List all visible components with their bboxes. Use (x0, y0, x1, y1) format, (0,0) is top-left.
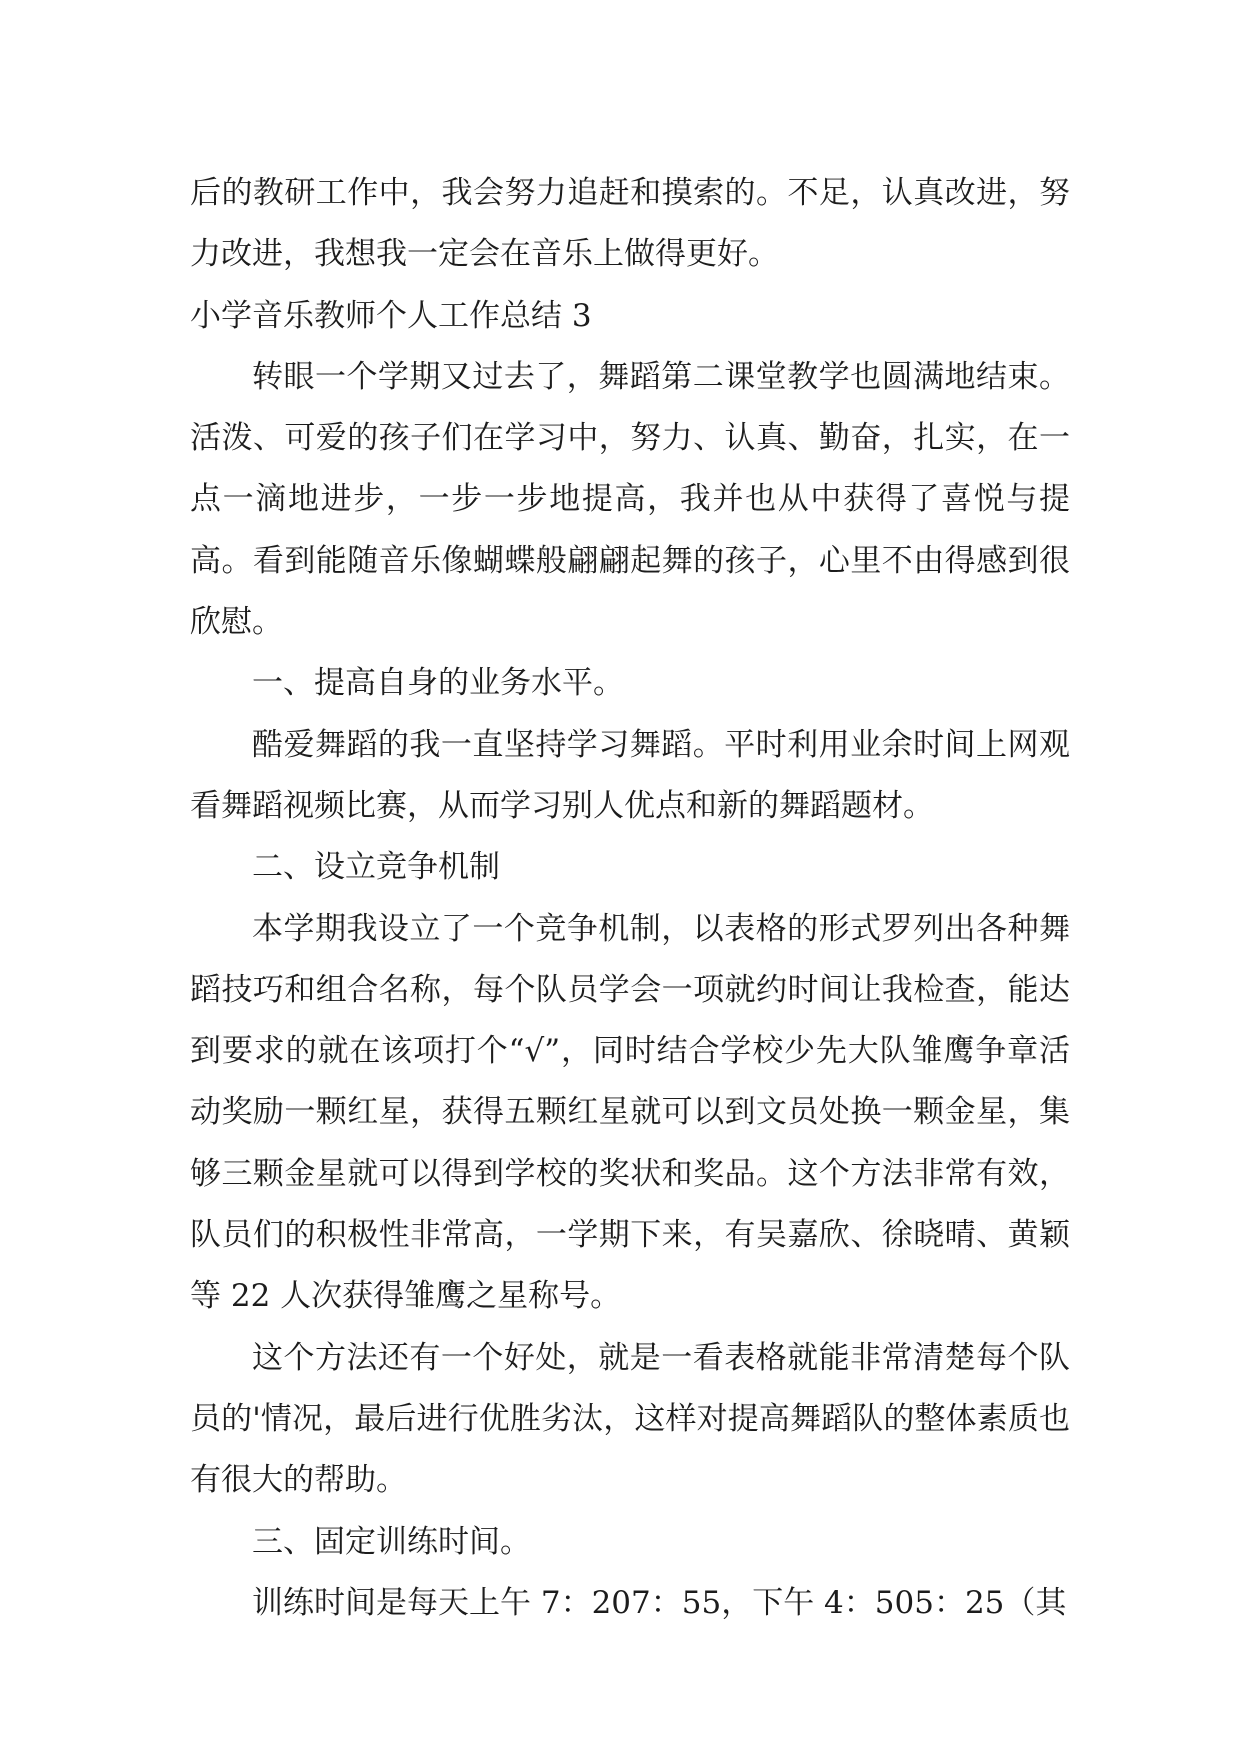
paragraph-section-1: 酷爱舞蹈的我一直坚持学习舞蹈。平时利用业余时间上网观看舞蹈视频比赛，从而学习别人优点和新的舞蹈题材。 (190, 726, 1070, 824)
section-heading-2: 二、设立竞争机制 (252, 849, 500, 886)
paragraph-continued: 后的教研工作中，我会努力追赶和摸索的。不足，认真改进，努力改进，我想我一定会在音乐上做得更好。 (190, 175, 1070, 273)
section-heading-1: 一、提高自身的业务水平。 (252, 665, 624, 702)
paragraph-section-2b: 这个方法还有一个好处，就是一看表格就能非常清楚每个队员的'情况，最后进行优胜劣汰，这样对提高舞蹈队的整体素质也有很大的帮助。 (190, 1339, 1070, 1499)
paragraph-section-3: 训练时间是每天上午 7：207：55，下午 4：505：25（其 (252, 1584, 1067, 1621)
document-title: 小学音乐教师个人工作总结 3 (190, 297, 592, 334)
paragraph-intro: 转眼一个学期又过去了，舞蹈第二课堂教学也圆满地结束。活泼、可爱的孩子们在学习中，努力、认真、勤奋，扎实，在一点一滴地进步，一步一步地提高，我并也从中获得了喜悦与提高。看到能随音乐像蝴蝶般翩翩起舞的孩子，心里不由得感到很欣慰。 (190, 358, 1070, 641)
paragraph-section-2a: 本学期我设立了一个竞争机制，以表格的形式罗列出各种舞蹈技巧和组合名称，每个队员学会一项就约时间让我检查，能达到要求的就在该项打个“√”，同时结合学校少先大队雏鹰争章活动奖励一颗红星，获得五颗红星就可以到文员处换一颗金星，集够三颗金星就可以得到学校的奖状和奖品。这个方法非常有效，队员们的积极性非常高，一学期下来，有吴嘉欣、徐晓晴、黄颖等 22 人次获得雏鹰之星称号。 (190, 910, 1070, 1315)
document-body (190, 163, 1070, 1634)
section-heading-3: 三、固定训练时间。 (252, 1523, 531, 1560)
